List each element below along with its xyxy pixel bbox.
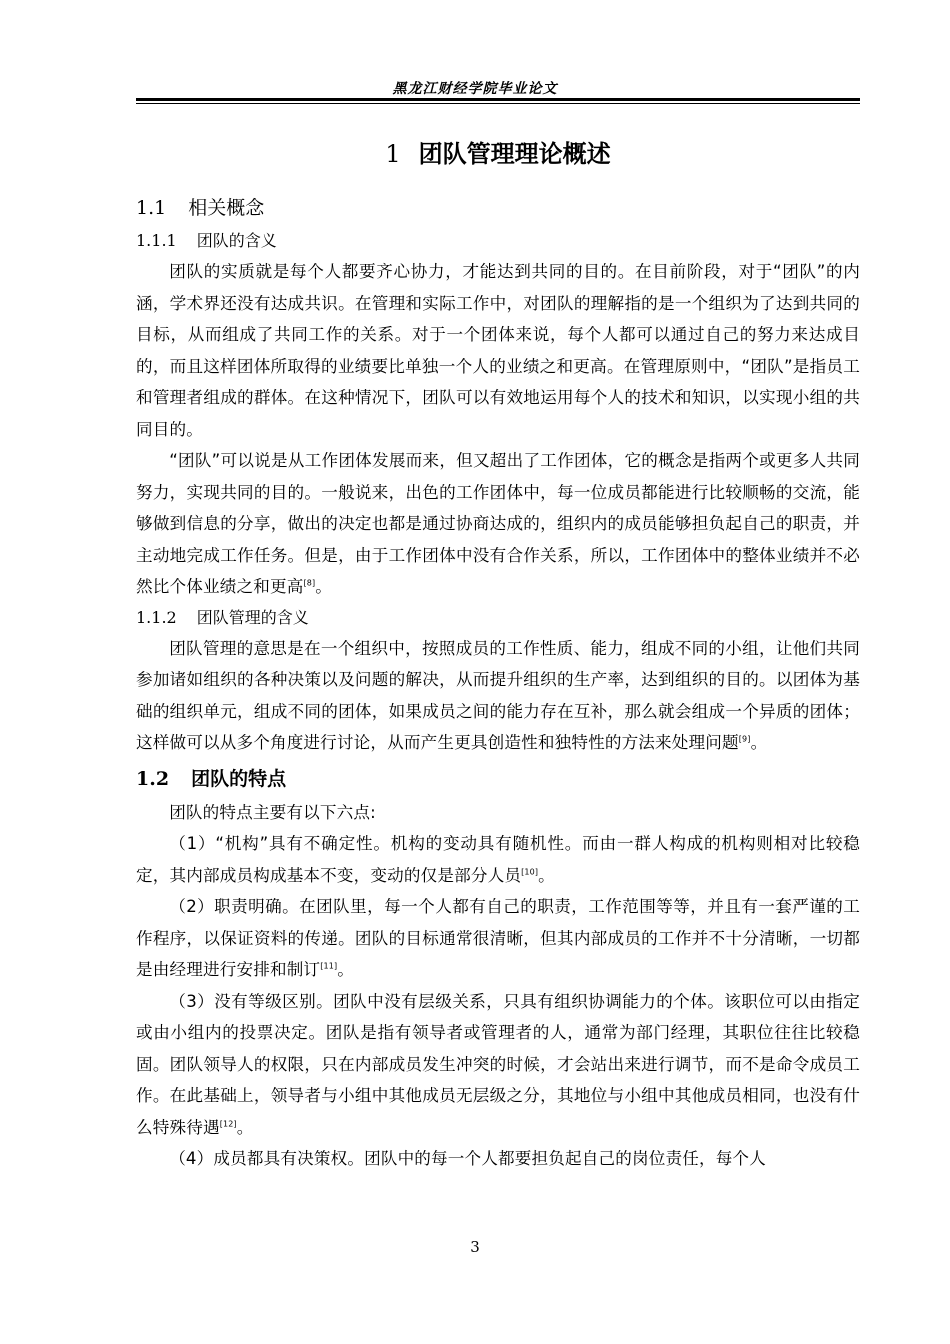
citation-ref: [9]	[738, 734, 751, 744]
section-title: 相关概念	[188, 197, 265, 219]
chapter-number: 1	[385, 140, 401, 168]
subsection-number: 1.1.1	[136, 231, 177, 250]
citation-ref: [12]	[219, 1118, 237, 1128]
header-rule-thin	[136, 103, 860, 104]
subsection-heading-1-1-1	[136, 226, 860, 256]
paragraph	[136, 445, 860, 603]
paragraph	[136, 828, 860, 891]
paragraph-text: （3）没有等级区别。团队中没有层级关系，只具有组织协调能力的个体。该职位可以由指定或由小组内的投票决定。团队是指有领导者或管理者的人，通常为部门经理，其职位往往比较稳固。团队领导人的权限，只在内部成员发生冲突的时候，才会站出来进行调节，而不是命令成员工作。在此基础上，领导者与小组中其他成员无层级之分，其地位与小组中其他成员相同，也没有什么特殊待遇	[136, 991, 860, 1137]
paragraph-text: （1）“机构”具有不确定性。机构的变动具有随机性。而由一群人构成的机构则相对比较稳定，其内部成员构成基本不变，变动的仅是部分人员	[136, 834, 860, 885]
paragraph-text: 团队管理的意思是在一个组织中，按照成员的工作性质、能力，组成不同的小组，让他们共同参加诸如组织的各种决策以及问题的解决，从而提升组织的生产率，达到组织的目的。以团体为基础的组织单元，组成不同的团体，如果成员之间的能力存在互补，那么就会组成一个异质的团体；这样做可以从多个角度进行讨论，从而产生更具创造性和独特性的方法来处理问题	[136, 638, 860, 752]
paragraph-end: 。	[315, 577, 332, 596]
citation-ref: [11]	[320, 961, 338, 971]
paragraph-end: 。	[337, 960, 354, 979]
page-content	[136, 130, 860, 1175]
paragraph	[136, 986, 860, 1144]
header-rule-thick	[136, 98, 860, 101]
subsection-heading-1-1-2	[136, 603, 860, 633]
paragraph-text: （2）职责明确。在团队里，每一个人都有自己的职责，工作范围等等，并且有一套严谨的工作程序，以保证资料的传递。团队的目标通常很清晰，但其内部成员的工作并不十分清晰，一切都是由经理进行安排和制订	[136, 897, 860, 979]
running-header: 黑龙江财经学院毕业论文	[392, 81, 558, 97]
section-heading-1-2	[136, 761, 860, 797]
paragraph: 团队的特点主要有以下六点:	[169, 802, 376, 822]
subsection-title: 团队管理的含义	[196, 607, 309, 627]
section-number: 1.2	[136, 767, 170, 790]
paragraph	[136, 891, 860, 986]
paragraph: 团队的实质就是每个人都要齐心协力，才能达到共同的目的。在目前阶段，对于“团队”的内涵，学术界还没有达成共识。在管理和实际工作中，对团队的理解指的是一个组织为了达到共同的目标，从而组成了共同工作的关系。对于一个团体来说，每个人都可以通过自己的努力来达成目的，而且这样团体所取得的业绩要比单独一个人的业绩之和更高。在管理原则中，“团队”是指员工和管理者组成的群体。在这种情况下，团队可以有效地运用每个人的技术和知识，以实现小组的共同目的。	[136, 262, 860, 439]
citation-ref: [8]	[303, 578, 316, 588]
paragraph-end: 。	[236, 1117, 254, 1137]
paragraph: （4）成员都具有决策权。团队中的每一个人都要担负起自己的岗位责任，每个人	[169, 1149, 766, 1168]
paragraph	[136, 633, 860, 759]
section-heading-1-1	[136, 190, 860, 226]
section-number: 1.1	[136, 197, 167, 219]
paragraph-end: 。	[538, 865, 555, 885]
subsection-number: 1.1.2	[136, 607, 177, 627]
chapter-heading	[136, 134, 860, 174]
subsection-title: 团队的含义	[196, 231, 277, 250]
chapter-title: 团队管理理论概述	[418, 140, 611, 168]
paragraph-text: “团队”可以说是从工作团体发展而来，但又超出了工作团体，它的概念是指两个或更多人共同努力，实现共同的目的。一般说来，出色的工作团体中，每一位成员都能进行比较顺畅的交流，能够做到信息的分享，做出的决定也都是通过协商达成的，组织内的成员能够担负起自己的职责，并主动地完成工作任务。但是，由于工作团体中没有合作关系，所以，工作团体中的整体业绩并不必然比个体业绩之和更高	[136, 451, 860, 596]
page-number: 3	[470, 1238, 480, 1256]
section-title: 团队的特点	[191, 767, 287, 790]
citation-ref: [10]	[521, 866, 539, 876]
paragraph-end: 。	[750, 733, 768, 752]
